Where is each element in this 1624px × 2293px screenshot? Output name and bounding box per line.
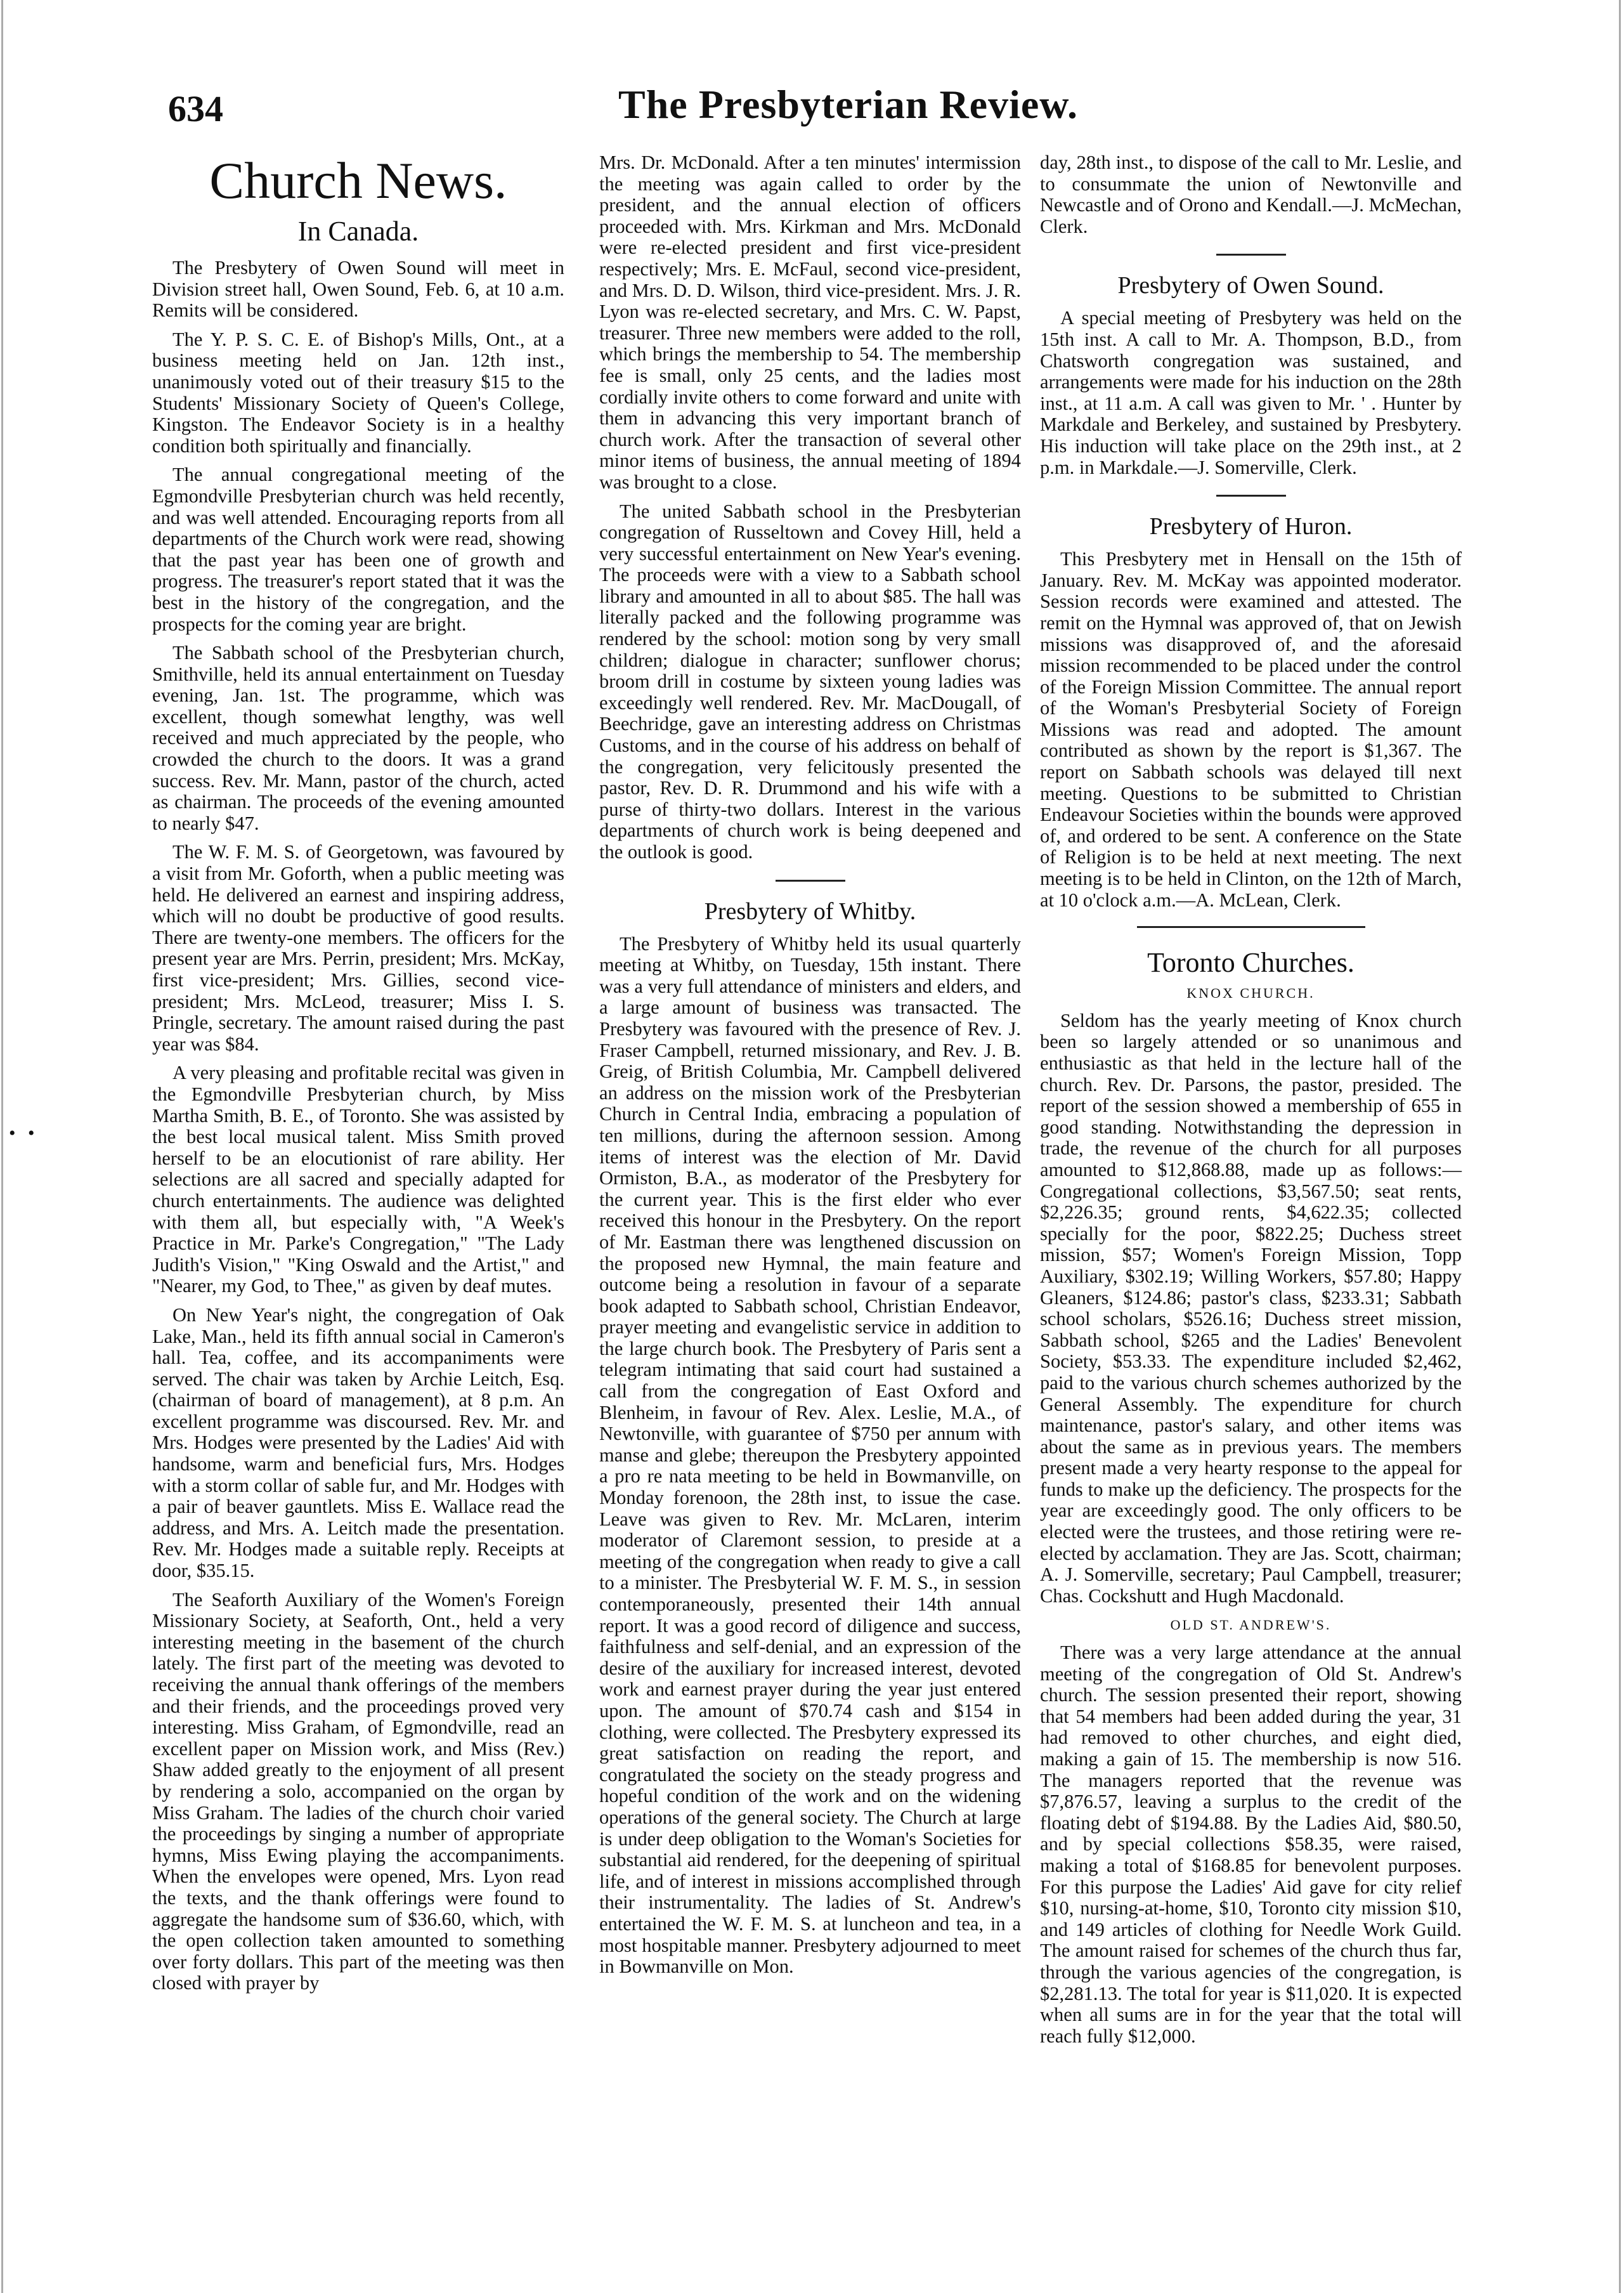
- paragraph: The Presbytery of Whitby held its usual quarterly meeting at Whitby, on Tuesday, 15th instant. There was a very full attendance of ministers and elders, and a large amount of business was transacted. The Presbytery was favoured with the presence of Rev. J. Fraser Campbell, returned missionary, and Rev. J. B. Greig, of British Columbia, Mr. Campbell delivered an address on the mission work of the Presbyterian Church in Central India, embracing a population of ten millions, during the afternoon session. Among items of interest was the election of Mr. David Ormiston, B.A., as moderator of the Presbytery for the current year. This is the first elder who ever received this honour in the Presbytery. On the report of Mr. Eastman there was lengthened discussion on the proposed new Hymnal, the main feature and outcome being a resolution in favour of a separate book adapted to Sabbath school, Christian Endeavor, prayer meeting and evangelistic service in addition to the large church book. The Presbytery of Paris sent a telegram intimating that said court had sustained a call from the congregation of East Oxford and Blenheim, in favour of Rev. Alex. Leslie, M.A., of Newtonville, with guarantee of $750 per annum with manse and glebe; thereupon the Presbytery appointed a pro re nata meeting to be held in Bowmanville, on Monday forenoon, the 28th inst, to issue the case. Leave was given to Rev. Mr. McLaren, interim moderator of Claremont session, to preside at a meeting of the congregation when ready to give a call to a minister. The Presbyterial W. F. M. S., in session contemporaneously, presented their 14th annual report. It was a good record of diligence and success, faithfulness and self-denial, and an expression of the desire of the auxiliary for increased interest, devoted work and earnest prayer during the year just entered upon. The amount of $70.74 cash and $154 in clothing, were collected. The Presbytery expressed its great satisfaction on reading the report, and congratulated the society on the steady progress and hopeful condition of the work and on the widening operations of the general society. The Church at large is under deep obligation to the Woman's Societies for substantial aid rendered, for the deepening of spiritual life, and of interest in missions accomplished through their instrumentality. The ladies of St. Andrew's entertained the W. F. M. S. at luncheon and tea, in a most hospitable manner. Presbytery adjourned to meet in Bowmanville on Mon.: [599, 932, 1021, 1978]
- paragraph: A special meeting of Presbytery was held on the 15th inst. A call to Mr. A. Thompson, B.D., from Chatsworth congregation was sustained, and arrangements were made for his induction on the 28th inst., at 11 a.m. A call was given to Mr. ' . Hunter by Markdale and Berkeley, and sustained by Presbytery. His induction will take place on the 29th inst., at 2 p.m. in Markdale.—J. Somerville, Clerk.: [1040, 307, 1462, 478]
- paragraph: The united Sabbath school in the Presbyterian congregation of Russeltown and Covey Hill, held a very successful entertainment on New Year's evening. The proceeds were with a view to a Sabbath school library and amounted in all to about $85. The hall was literally packed and the following programme was rendered by the school: motion song by very small children; dialogue in character; sunflower chorus; broom drill in costume by sixteen young ladies was exceedingly well rendered. Rev. Mr. MacDougall, of Beechridge, gave an interesting address on Christmas Customs, and in the course of his address on behalf of the congregation, very felicitously presented the pastor, Rev. D. R. Drummond and his wife with a purse of thirty-two dollars. Interest in the various departments of church work is being deepened and the outlook is good.: [599, 500, 1021, 863]
- paragraph: This Presbytery met in Hensall on the 15th of January. Rev. M. McKay was appointed moderator. Session records were examined and attested. The remit on the Hymnal was approved of, that on Jewish missions was disapproved of, and the aforesaid mission recommended to be placed under the control of the Foreign Mission Committee. The annual report of the Woman's Presbyterial Society of Foreign Missions was read and adopted. The amount contributed as shown by the report is $1,367. The report on Sabbath schools was delayed till next meeting. Questions to be submitted to Christian Endeavour Societies within the bounds were approved of, and ordered to be sent. A conference on the State of Religion is to be held at next meeting. The next meeting is to be held in Clinton, on the 12th of March, at 10 o'clock a.m.—A. McLean, Clerk.: [1040, 548, 1462, 911]
- divider: [1137, 926, 1365, 928]
- running-title: The Presbyterian Review.: [618, 82, 1078, 127]
- paragraph: The Seaforth Auxiliary of the Women's Foreign Missionary Society, at Seaforth, Ont., held a very interesting meeting in the basement of the church lately. The first part of the meeting was devoted to receiving the annual thank offerings of the members and their friends, and the proceedings proved very interesting. Miss Graham, of Egmondville, read an excellent paper on Mission work, and Miss (Rev.) Shaw added greatly to the enjoyment of all present by rendering a solo, accompanied on the organ by Miss Graham. The ladies of the church choir varied the proceedings by singing a number of appropriate hymns, Miss Ewing playing the accompaniments. When the envelopes were opened, Mrs. Lyon read the texts, and the thank offerings were found to aggregate the handsome sum of $36.60, which, with the open collection taken amounted to something over forty dollars. This part of the meeting was then closed with prayer by: [152, 1588, 564, 1994]
- column-2: [599, 152, 1021, 1985]
- column-3: [1040, 152, 1462, 2055]
- left-page-edge: [1, 0, 3, 2293]
- divider: [1216, 254, 1286, 256]
- paragraph: There was a very large attendance at the annual meeting of the congregation of Old St. Andrew's church. The session presented their report, showing that 54 members had been added during the year, 31 had removed to other churches, and eight died, making a gain of 15. The membership is now 516. The managers reported that the revenue was $7,876.57, leaving a surplus to the credit of the floating debt of $194.88. By the Ladies Aid, $80.50, and by special collections $58.35, were raised, making a total of $168.85 for benevolent purposes. For this purpose the Ladies' Aid gave for city relief $10, nursing-at-home, $10, Toronto city mission $10, and 149 articles of clothing for Needle Work Guild. The amount raised for schemes of the church thus far, through the various agencies of the congregation, is $2,281.13. The total for year is $11,020. It is expected when all sums are in for the year that the total will reach fully $12,000.: [1040, 1642, 1462, 2047]
- heading-presbytery-whitby: Presbytery of Whitby.: [704, 898, 916, 925]
- column-1: [152, 152, 564, 2002]
- paragraph: Mrs. Dr. McDonald. After a ten minutes' intermission the meeting was again called to order by the president, and the annual election of officers proceeded with. Mrs. Kirkman and Mrs. McDonald were re-elected president and first vice-president respectively; Mrs. E. McFaul, second vice-president, and Mrs. D. D. Wilson, third vice-president. Mrs. J. R. Lyon was re-elected secretary, and Mrs. C. W. Papst, treasurer. Three new members were added to the roll, which brings the membership to 54. The membership fee is small, only 25 cents, and the ladies most cordially invite others to come forward and unite with them in advancing this very important branch of church work. After the transaction of several other minor items of business, the annual meeting of 1894 was brought to a close.: [599, 152, 1021, 493]
- paragraph: A very pleasing and profitable recital was given in the Egmondville Presbyterian church, by Miss Martha Smith, B. E., of Toronto. She was assisted by the best local musical talent. Miss Smith proved herself to be an elocutionist of rare ability. Her selections are all sacred and specially adapted for church entertainments. The audience was delighted with them all, but especially with, "A Week's Practice in Mr. Parke's Congregation," "The Lady Judith's Vision," "King Oswald and the Artist," and "Nearer, my God, to Thee," as given by deaf mutes.: [152, 1062, 564, 1297]
- heading-presbytery-owen-sound: Presbytery of Owen Sound.: [1117, 272, 1384, 299]
- paragraph: The annual congregational meeting of the Egmondville Presbyterian church was held recently, and was well attended. Encouraging reports from all departments of the Church work were read, showing that the past year has been one of growth and progress. The treasurer's report stated that it was the best in the history of the congregation, and the prospects for the coming year are bright.: [152, 464, 564, 635]
- paragraph: The Sabbath school of the Presbyterian church, Smithville, held its annual entertainment on Tuesday evening, Jan. 1st. The programme, which was excellent, though somewhat lengthy, was well received and much appreciated by the people, who crowded the church to the doors. It was a grand success. Rev. Mr. Mann, pastor of the church, acted as chairman. The proceeds of the evening amounted to nearly $47.: [152, 642, 564, 834]
- paragraph: day, 28th inst., to dispose of the call to Mr. Leslie, and to consummate the union of Newtonville and Newcastle and of Orono and Kendall.—J. McMechan, Clerk.: [1040, 152, 1462, 237]
- divider: [1216, 495, 1286, 497]
- margin-mark: • •: [9, 1123, 39, 1144]
- heading-presbytery-huron: Presbytery of Huron.: [1149, 513, 1353, 540]
- heading-toronto-churches: Toronto Churches.: [1147, 947, 1354, 979]
- paragraph: The Y. P. S. C. E. of Bishop's Mills, Ont., at a business meeting held on Jan. 12th inst., unanimously voted out of their treasury $15 to the Students' Missionary Society of Queen's College, Kingston. The Endeavor Society is in a healthy condition both spiritually and financially.: [152, 328, 564, 457]
- page-number: 634: [168, 88, 223, 129]
- subsection-title: In Canada.: [297, 216, 419, 247]
- paragraph: The Presbytery of Owen Sound will meet in Division street hall, Owen Sound, Feb. 6, at 10 a.m. Remits will be considered.: [152, 257, 564, 322]
- heading-old-st-andrews: OLD ST. ANDREW'S.: [1170, 1617, 1332, 1633]
- right-page-edge: [1619, 0, 1621, 2293]
- divider: [776, 880, 845, 882]
- paragraph: On New Year's night, the congregation of Oak Lake, Man., held its fifth annual social in Cameron's hall. Tea, coffee, and its accompaniments were served. The chair was taken by Archie Leitch, Esq. (chairman of board of management), at 8 p.m. An excellent programme was discoursed. Rev. Mr. and Mrs. Hodges were presented by the Ladies' Aid with handsome, warm and beneficial furs, Mrs. Hodges with a storm collar of sable fur, and Mr. Hodges with a pair of beaver gauntlets. Miss E. Wallace read the address, and Mrs. A. Leitch made the presentation. Rev. Mr. Hodges made a suitable reply. Receipts at door, $35.15.: [152, 1303, 564, 1582]
- section-title: Church News.: [209, 152, 507, 209]
- paragraph: The W. F. M. S. of Georgetown, was favoured by a visit from Mr. Goforth, when a public meeting was held. He delivered an earnest and inspiring address, which will no doubt be productive of good results. There are twenty-one members. The officers for the present year are Mrs. Perrin, president; Mrs. McKay, first vice-president; Mrs. Gillies, second vice-president; Mrs. McLeod, treasurer; Miss I. S. Pringle, secretary. The amount raised during the past year was $84.: [152, 841, 564, 1055]
- paragraph: Seldom has the yearly meeting of Knox church been so largely attended or so unanimous and enthusiastic as that held in the lecture hall of the church. Rev. Dr. Parsons, the pastor, presided. The report of the session showed a membership of 655 in good standing. Notwithstanding the depression in trade, the revenue of the church for all purposes amounted to $12,868.88, made up as follows:—Congregational collections, $3,567.50; seat rents, $2,226.35; ground rents, $4,622.35; collected specially for the poor, $822.25; Duchess street mission, $57; Women's Foreign Mission, Topp Auxiliary, $302.19; Willing Workers, $57.80; Happy Gleaners, $124.86; pastor's class, $233.31; Sabbath school scholars, $526.16; Duchess street mission, Sabbath school, $265 and the Ladies' Benevolent Society, $53.33. The expenditure included $2,462, paid to the various church schemes authorized by the General Assembly. The expenditure for church maintenance, pastor's salary, and other items was about the same as in previous years. The members present made a very hearty response to the appeal for funds to make up the deficiency. The prospects for the year are exceedingly good. The only officers to be elected were the trustees, and those retiring were re-elected by acclamation. They are Jas. Scott, chairman; A. J. Somerville, secretary; Paul Campbell, treasurer; Chas. Cockshutt and Hugh Macdonald.: [1040, 1009, 1462, 1607]
- heading-knox-church: KNOX CHURCH.: [1186, 985, 1315, 1002]
